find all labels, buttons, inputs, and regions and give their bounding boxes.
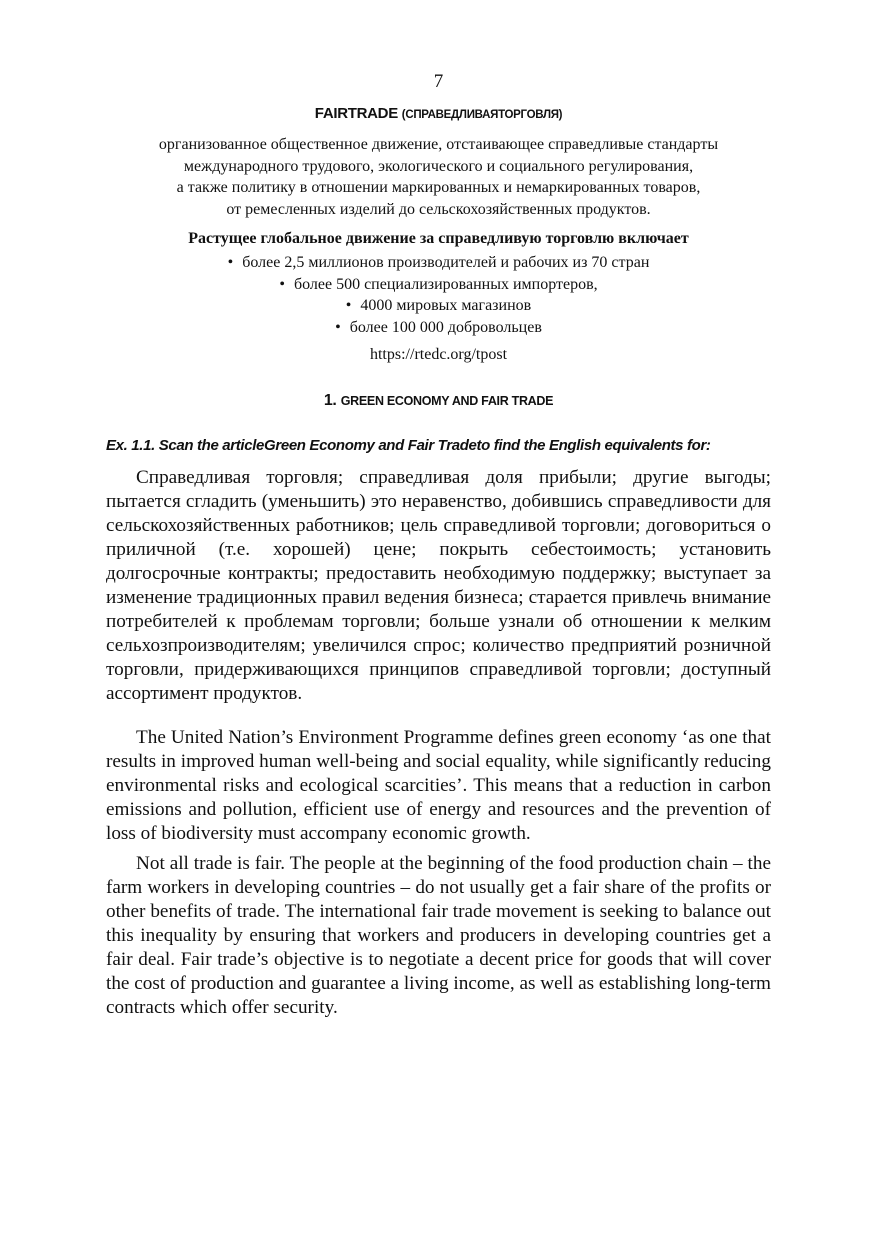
definition-line: организованное общественное движение, отстаивающее справедливые стандарты: [158, 136, 719, 153]
section-title: GREEN ECONOMY AND FAIR TRADE: [340, 394, 554, 408]
list-item: • более 100 000 добровольцев: [106, 317, 771, 339]
list-item: • более 500 специализированных импортеров,: [106, 274, 771, 296]
movement-stats-list: [106, 252, 771, 338]
section-number: 1.: [323, 392, 337, 409]
article-paragraph: The United Nation’s Environment Programme defines green economy ‘as one that results in improved human well-being and social equality, while significantly reducing environmental risks and ecological scarcities’. This means that a reduction in carbon emissions and pollution, efficient use of energy and resources and the prevention of loss of biodiversity must accompany economic growth.: [106, 727, 771, 844]
exercise-instruction: [106, 436, 771, 456]
exercise-text: Scan the articleGreen Economy and Fair Tradeto find the English equivalents for:: [158, 437, 711, 454]
fairtrade-title-main: FAIRTRADE: [314, 105, 398, 122]
russian-terms-paragraph: Справедливая торговля; справедливая доля прибыли; другие выгоды; пытается сгладить (уменьшить) это неравенство, добившись справедливости для сельскохозяйственных работников; цель справедливой торговли; договориться о приличной (т.е. хорошей) цене; покрыть себестоимость; установить долгосрочные контракты; предоставить необходимую поддержку; выступает за изменение традиционных правил ведения бизнеса; старается привлечь внимание потребителей к проблемам торговли; больше узнали об отношении к мелким сельхозпроизводителям; увеличился спрос; количество предприятий розничной торговли, придерживающихся принципов справедливой торговли; доступный ассортимент продуктов.: [106, 467, 771, 704]
fairtrade-definition: [106, 134, 771, 220]
list-item: • 4000 мировых магазинов: [106, 295, 771, 317]
source-link[interactable]: https://rtedc.org/tpost: [369, 346, 508, 363]
definition-line: международного трудового, экологического и социального регулирования,: [183, 157, 694, 175]
document-page: [106, 70, 771, 1020]
movement-heading: Растущее глобальное движение за справедливую торговлю включает: [188, 230, 689, 247]
definition-line: от ремесленных изделий до сельскохозяйственных продуктов.: [226, 200, 651, 218]
article-paragraph: Not all trade is fair. The people at the beginning of the food production chain – the farm workers in developing countries – do not usually get a fair share of the profits or other benefits of trade. The international fair trade movement is seeking to balance out this inequality by ensuring that workers and producers in developing countries get a fair deal. Fair trade’s objective is to negotiate a decent price for goods that will cover the cost of production and guarantee a living income, as well as establishing long-term contracts which offer security.: [106, 853, 771, 1018]
list-item: • более 2,5 миллионов производителей и рабочих из 70 стран: [106, 252, 771, 274]
exercise-label: Ex. 1.1.: [106, 437, 155, 454]
fairtrade-title: [106, 104, 771, 125]
page-number: 7: [433, 71, 444, 92]
definition-line: а также политику в отношении маркированных и немаркированных товаров,: [176, 179, 701, 196]
section-heading: [106, 390, 771, 412]
fairtrade-title-translation: (СПРАВЕДЛИВАЯТОРГОВЛЯ): [401, 109, 563, 121]
